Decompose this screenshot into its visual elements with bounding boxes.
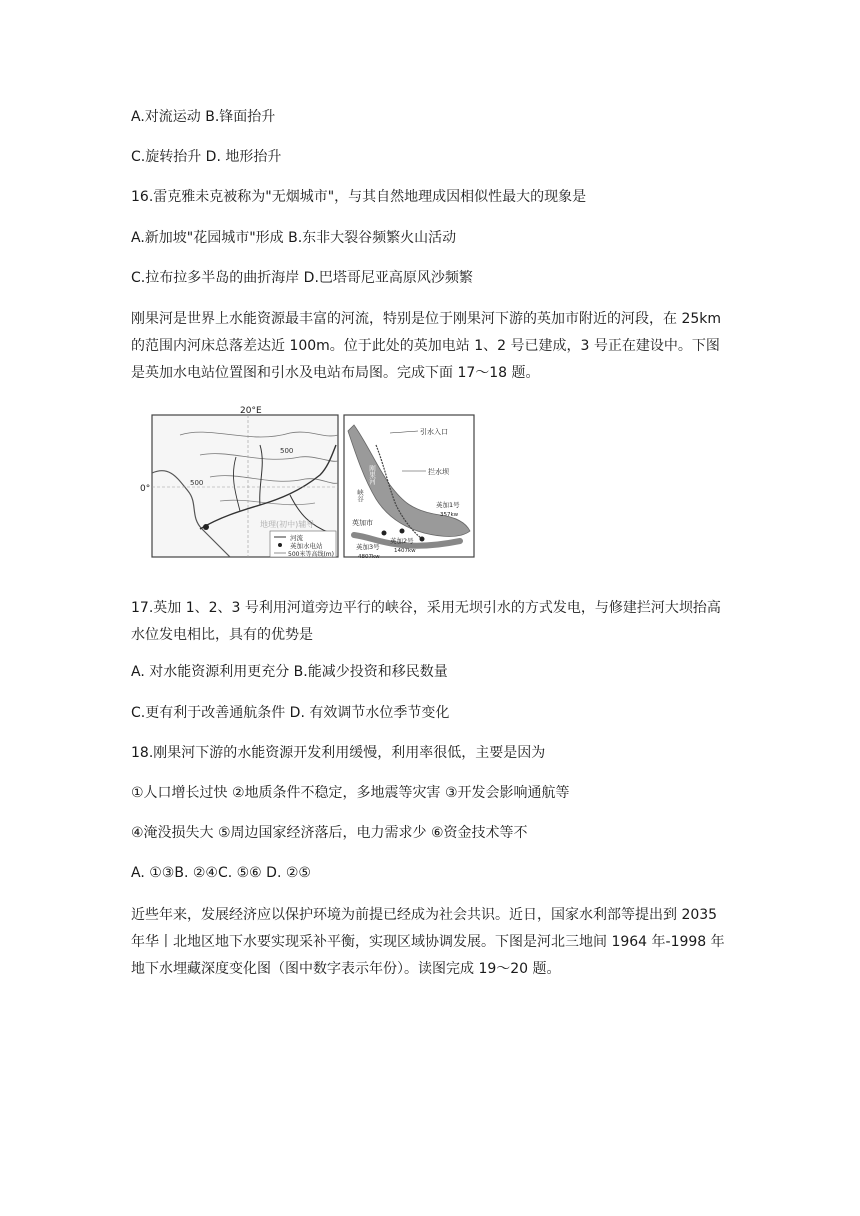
lon-label: 20°E (240, 406, 262, 416)
label-inga3: 英加3号 (356, 543, 380, 551)
question-17-options-ab: A. 对水能资源利用更充分 B.能减少投资和移民数量 (131, 664, 448, 680)
label-dam: 拦水坝 (428, 468, 449, 476)
label-intake: 引水入口 (420, 428, 448, 436)
legend-station: 英加水电站 (290, 542, 323, 550)
question-18-items-2: ④淹没损失大 ⑤周边国家经济落后，电力需求少 ⑥资金技术等不 (131, 825, 528, 841)
question-17: 17.英加 1、2、3 号利用河道旁边平行的峡谷，采用无坝引水的方式发电，与修建拦河大坝抬高水位发电相比，具有的优势是 (131, 600, 721, 643)
inga-hydropower-figure (140, 405, 480, 577)
question-18-items-1: ①人口增长过快 ②地质条件不稳定，多地震等灾害 ③开发会影响通航等 (131, 785, 570, 801)
label-valley-vertical: 峡谷 (356, 489, 364, 502)
label-inga2-cap: 1407kw (394, 548, 416, 554)
legend-river: 河流 (290, 534, 303, 542)
legend-contour: 500米等高线(m) (288, 551, 334, 558)
option-line-a: A.对流运动 B.锋面抬升 (131, 109, 276, 125)
label-inga2: 英加2号 (390, 537, 414, 545)
label-inga1: 英加1号 (436, 501, 460, 509)
option-line-c: C.旋转抬升 D. 地形抬升 (131, 149, 282, 165)
question-16-options-cd: C.拉布拉多半岛的曲折海岸 D.巴塔哥尼亚高原风沙频繁 (131, 270, 473, 286)
passage-groundwater: 近些年来，发展经济应以保护环境为前提已经成为社会共识。近日，国家水利部等提出到 2035 年华丨北地区地下水要实现采补平衡，实现区域协调发展。下图是河北三地间 1964 年-1998 年地下水埋藏深度变化图（图中数字表示年份）。读图完成 19～20 题。 (131, 907, 725, 977)
watermark-text: 地理(初中)辅导 (260, 520, 315, 529)
question-17-options-cd: C.更有利于改善通航条件 D. 有效调节水位季节变化 (131, 705, 450, 721)
layout-map (344, 415, 474, 560)
label-inga3-cap: 4807kw (358, 554, 380, 560)
question-16-options-ab: A.新加坡"花园城市"形成 B.东非大裂谷频繁火山活动 (131, 230, 457, 246)
contour-label-a: 500 (280, 447, 294, 455)
lat-label: 0° (140, 484, 151, 494)
location-map (140, 406, 338, 558)
question-18-answers: A. ①③B. ②④C. ⑤⑥ D. ②⑤ (131, 865, 311, 881)
label-city: 英加市 (352, 519, 373, 527)
contour-label-b: 500 (190, 479, 204, 487)
label-river-vertical: 刚果河 (368, 465, 376, 485)
question-18: 18.刚果河下游的水能资源开发利用缓慢，利用率很低，主要是因为 (131, 745, 546, 761)
passage-congo-river: 刚果河是世界上水能资源最丰富的河流，特别是位于刚果河下游的英加市附近的河段，在 25km 的范围内河床总落差达近 100m。位于此处的英加电站 1、2 号已建成，3 号正在建设中。下图是英加水电站位置图和引水及电站布局图。完成下面 17～18 题。 (131, 311, 722, 381)
question-16: 16.雷克雅未克被称为"无烟城市"，与其自然地理成因相似性最大的现象是 (131, 189, 587, 205)
label-inga1-cap: 357kw (440, 512, 459, 518)
